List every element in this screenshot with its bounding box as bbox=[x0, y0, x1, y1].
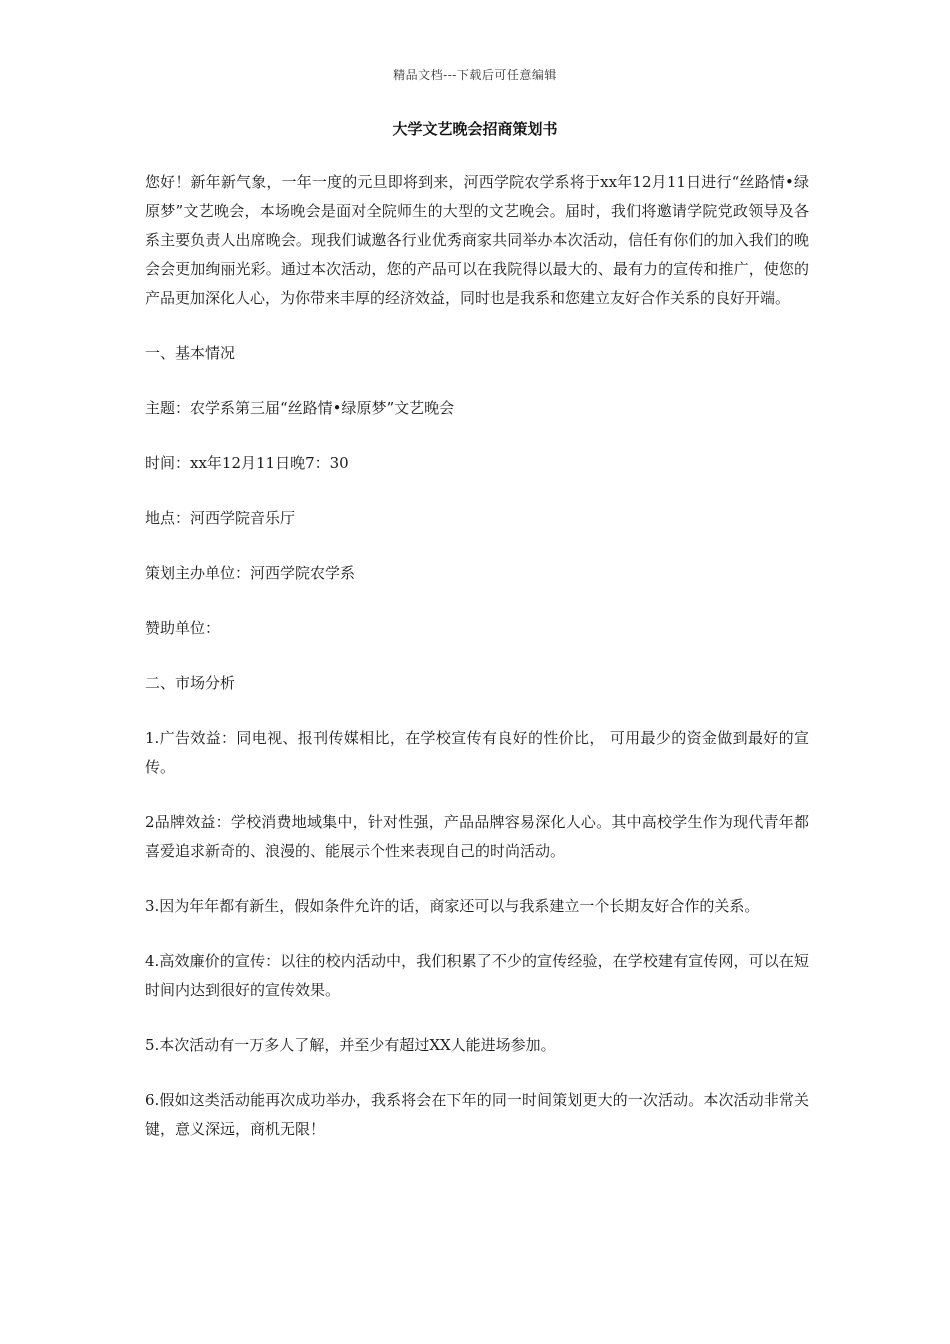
theme-line: 主题：农学系第三届“丝路情•绿原梦”文艺晚会 bbox=[145, 399, 455, 417]
analysis-point: 2品牌效益：学校消费地域集中，针对性强，产品品牌容易深化人心。其中高校学生作为现代青年都喜爱追求新奇的、浪漫的、能展示个性来表现自己的时尚活动。 bbox=[145, 813, 809, 860]
time-line: 时间：xx年12月11日晚7：30 bbox=[145, 454, 349, 472]
document-body bbox=[145, 168, 809, 1170]
analysis-point: 3.因为年年都有新生，假如条件允许的话，商家还可以与我系建立一个长期友好合作的关系。 bbox=[145, 897, 760, 915]
document-title: 大学文艺晚会招商策划书 bbox=[392, 120, 558, 138]
analysis-point: 6.假如这类活动能再次成功举办，我系将会在下年的同一时间策划更大的一次活动。本次活动非常关键，意义深远，商机无限！ bbox=[145, 1091, 809, 1138]
page-header: 精品文档---下载后可任意编辑 bbox=[393, 68, 557, 82]
organizer-line: 策划主办单位：河西学院农学系 bbox=[145, 564, 356, 582]
location-line: 地点：河西学院音乐厅 bbox=[145, 509, 296, 527]
analysis-point: 1.广告效益：同电视、报刊传媒相比，在学校宣传有良好的性价比， 可用最少的资金做到最好的宣传。 bbox=[145, 729, 809, 776]
section-heading-market-analysis: 二、市场分析 bbox=[145, 674, 236, 692]
sponsor-line: 赞助单位： bbox=[145, 619, 221, 637]
analysis-point: 4.高效廉价的宣传：以往的校内活动中，我们积累了不少的宣传经验，在学校建有宣传网，可以在短时间内达到很好的宣传效果。 bbox=[145, 952, 809, 999]
intro-paragraph: 您好！新年新气象，一年一度的元旦即将到来，河西学院农学系将于xx年12月11日进行“丝路情•绿原梦”文艺晚会，本场晚会是面对全院师生的大型的文艺晚会。届时，我们将邀请学院党政领导及各系主要负责人出席晚会。现我们诚邀各行业优秀商家共同举办本次活动，信任有你们的加入我们的晚会会更加绚丽光彩。通过本次活动，您的产品可以在我院得以最大的、最有力的宣传和推广，使您的产品更加深化人心，为你带来丰厚的经济效益，同时也是我系和您建立友好合作关系的良好开端。 bbox=[145, 173, 809, 307]
section-heading-basic-info: 一、基本情况 bbox=[145, 344, 236, 362]
analysis-point: 5.本次活动有一万多人了解，并至少有超过XX人能进场参加。 bbox=[145, 1036, 556, 1054]
